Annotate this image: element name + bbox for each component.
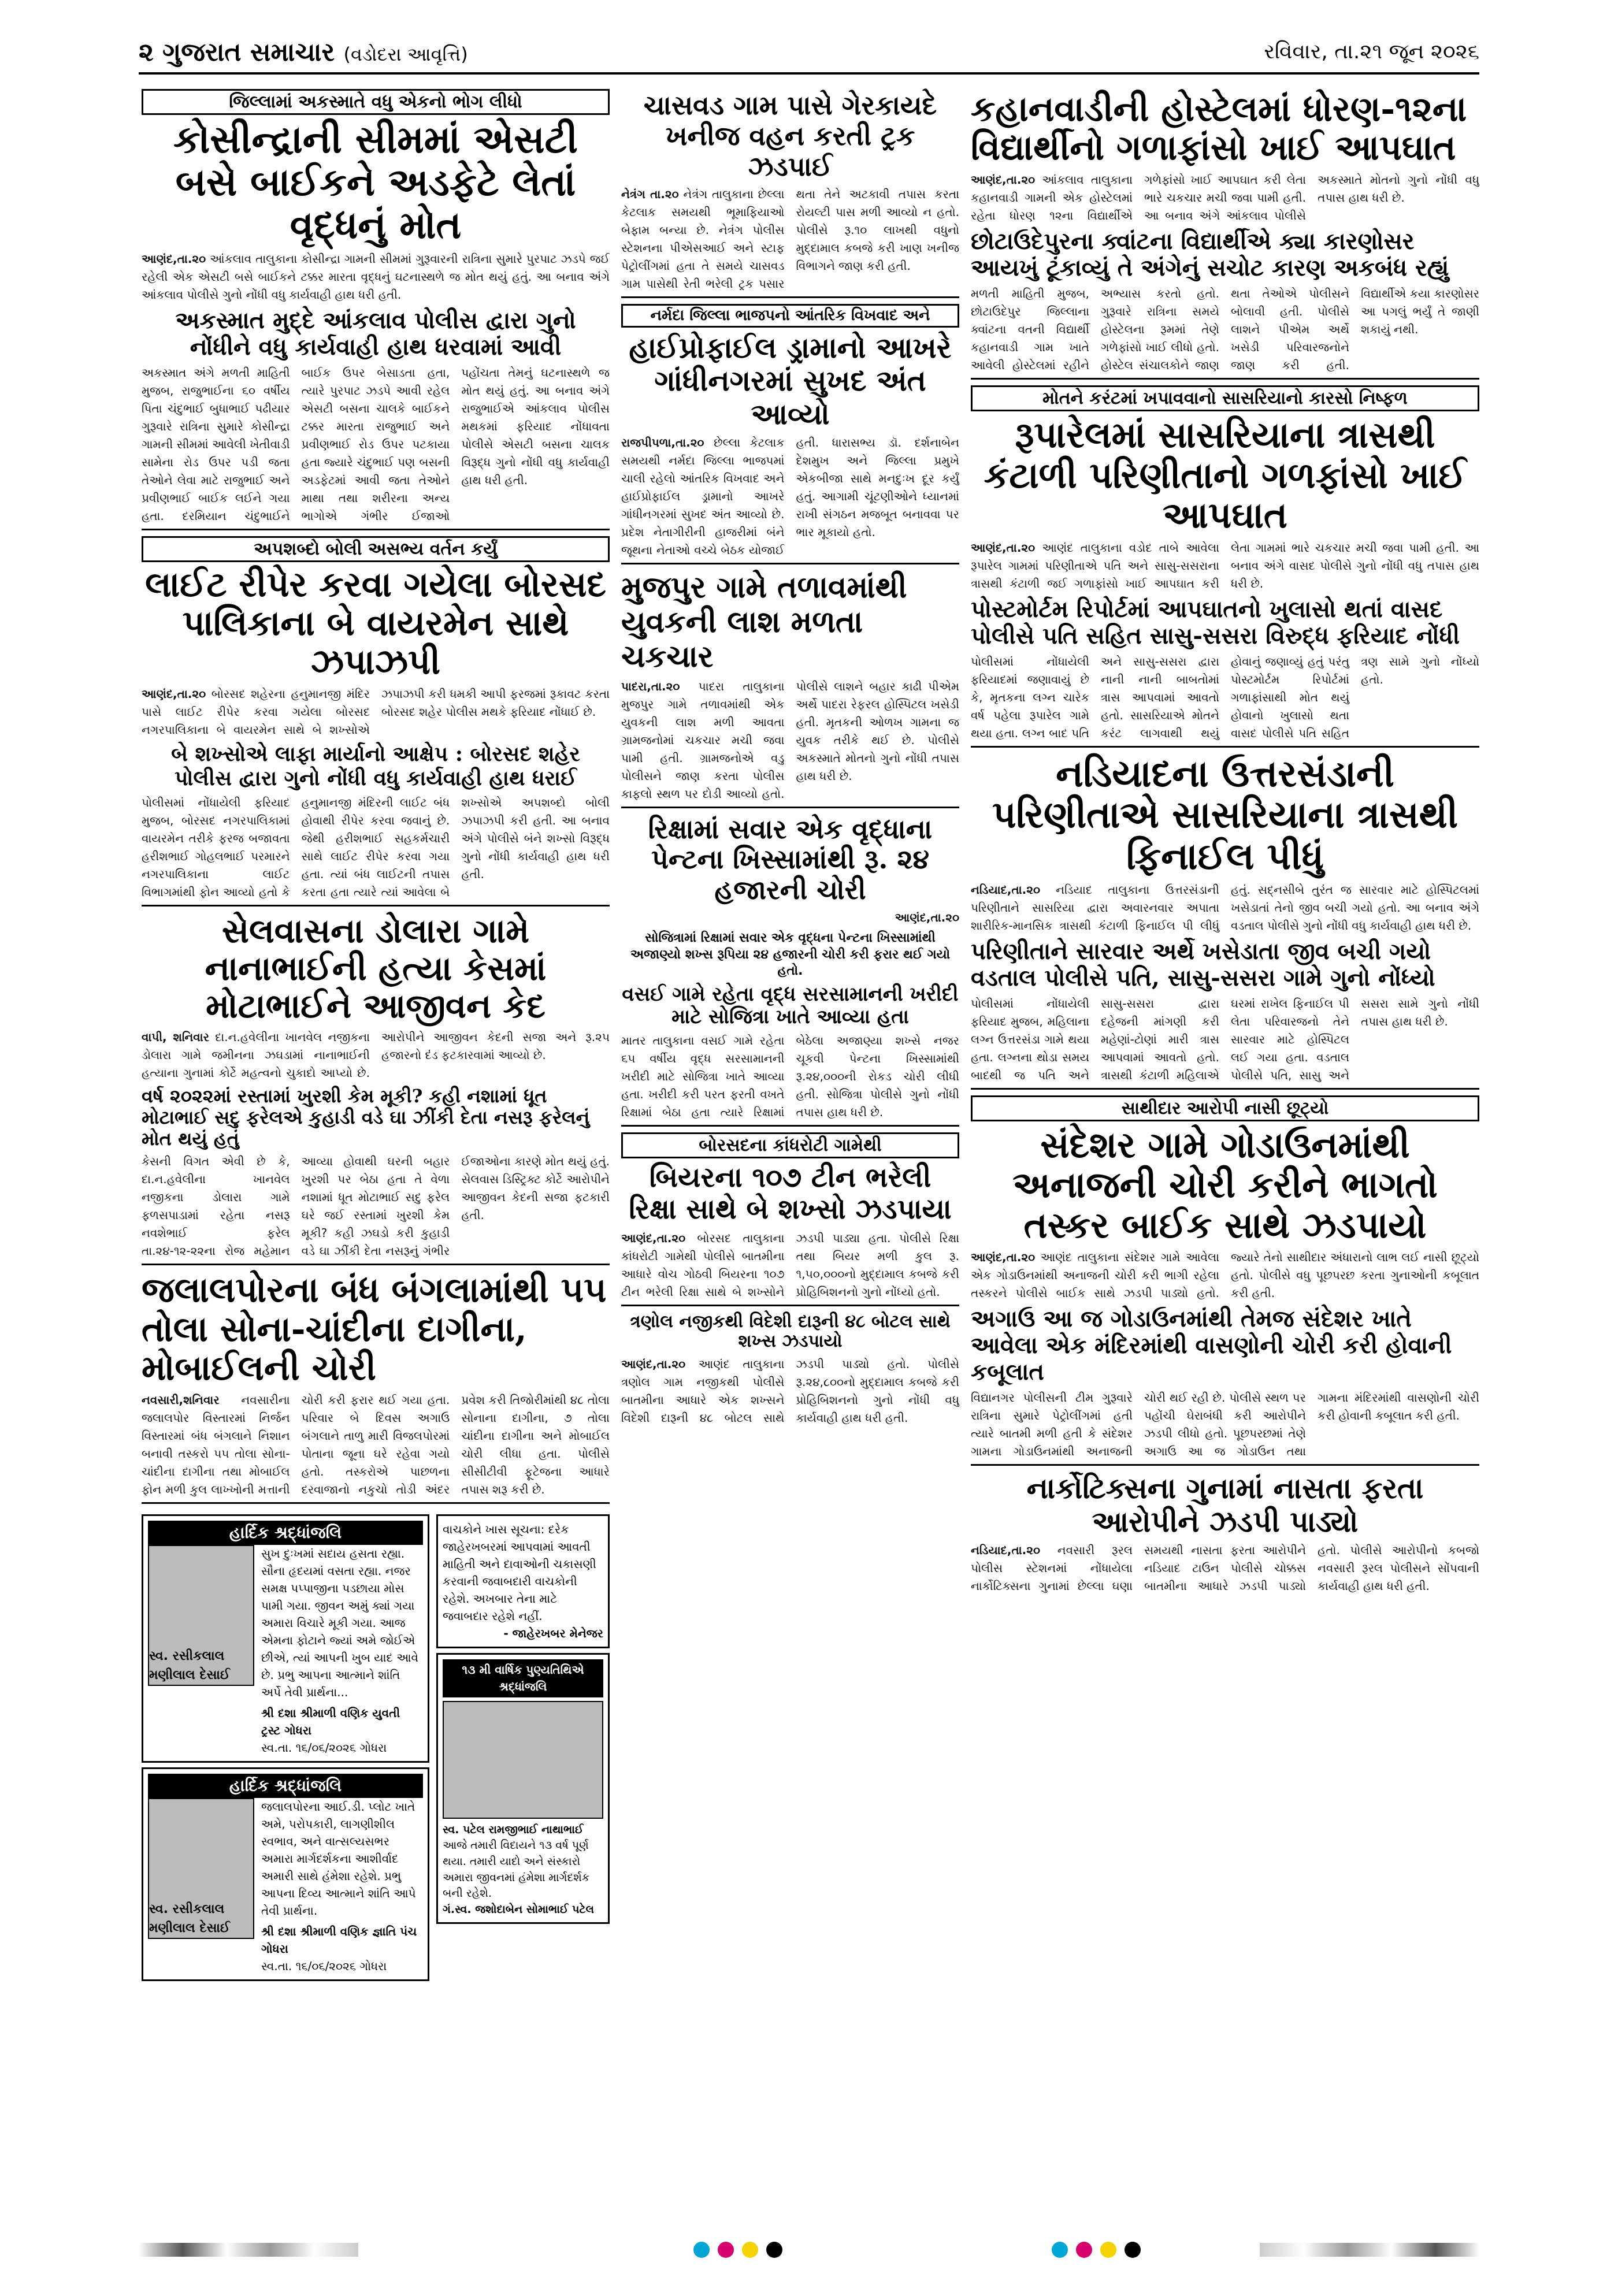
memorial-photo xyxy=(443,1701,603,1819)
article-body: નડિયાદ,તા.૨૦ નડિયાદ તાલુકાના ઉત્તરસંડાની પરિણીતાને સાસરિયા દ્વારા અવારનવાર અપાતા શારીરિક-માનસિક ત્રાસથી કંટાળી ફિનાઈલ પી લીધું હતું. સદ્નસીબે તુરંત જ સારવાર માટે હોસ્પિટલમાં ખસેડાતાં તેનો જીવ બચી ગયો હતો. આ બનાવ અંગે વડતાલ પોલીસે ગુનો નોંધી વધુ કાર્યવાહી હાથ ધરી છે. xyxy=(971,882,1479,932)
registration-marks-center xyxy=(693,2242,782,2258)
article-body: નેત્રંગ તા.૨૦ નેત્રંગ તાલુકાના છેલ્લા કેટલાક સમયથી ભૂમાફિયાઓ બેફામ બન્યા છે. નેત્રંગ પોલીસ સ્ટેશનના પીએસઆઈ અને સ્ટાફ પેટ્રોલીંગમાં હતા તે સમયે ચાસવડ ગામ પાસેથી રેતી ભરેલી ટ્રક પસાર થતા તેને અટકાવી તપાસ કરતા રોયલ્ટી પાસ મળી આવ્યો ન હતો. પોલીસે રૂ.૧૦ લાખથી વધુનો મુદ્દામાલ કબજે કરી ખાણ ખનીજ વિભાગને જાણ કરી હતી. xyxy=(621,187,959,291)
article-body: આણંદ,તા.૨૦ આણંદ તાલુકાના ત્રણોલ ગામ નજીકથી પોલીસે બાતમીના આધારે એક શખ્સને વિદેશી દારૂની ૪૮ બોટલ સાથે ઝડપી પાડ્યો હતો. પોલીસે રૂ.૨૪,૮૦૦નો મુદ્દામાલ કબજે કરી પ્રોહિબિશનનો ગુનો નોંધી વધુ કાર્યવાહી હાથ ધરી હતી. xyxy=(621,1357,959,1425)
ad-notice: વાચકોને ખાસ સૂચના: દરેક જાહેરખબરમાં આપવામાં આવતી માહિતી અને દાવાઓની ચકાસણી કરવાની જવાબદારી વાચકોની રહેશે. અખબાર તેના માટે જવાબદાર રહેશે નહીં. - જાહેરખબર મેનેજર xyxy=(436,1514,610,1648)
article-body: પાદરા,તા.૨૦ પાદરા તાલુકાના મુજપુર ગામે તળાવમાંથી એક યુવકની લાશ મળી આવતા ગ્રામજનોમાં ચકચાર મચી જવા પામી હતી. ગ્રામજનોએ વડુ પોલીસને જાણ કરતા પોલીસ કાફલો સ્થળ પર દોડી આવ્યો હતો. પોલીસે લાશને બહાર કાઢી પીએમ અર્થે પાદરા રેફરલ હોસ્પિટલ ખસેડી હતી. મૃતકની ઓળખ ગામના જ યુવક તરીકે થઈ છે. પોલીસે અકસ્માતે મોતનો ગુનો નોંધી તપાસ હાથ ધરી છે. xyxy=(621,679,959,801)
headline: જલાલપોરના બંધ બંગલામાંથી ૫૫ તોલા સોના-ચાંદીના દાગીના, મોબાઈલની ચોરી xyxy=(142,1270,607,1388)
headline: બિયરના ૧૦૭ ટીન ભરેલી રિક્ષા સાથે બે શખ્સો ઝડપાયા xyxy=(629,1161,952,1226)
obituary-1 xyxy=(142,1514,429,1763)
headline: સેલવાસના ડોલારા ગામે નાનાભાઈની હત્યા કેસમાં મોટાભાઈને આજીવન કેદ xyxy=(205,911,547,1026)
subheadline: પોસ્ટમોર્ટમ રિપોર્ટમાં આપઘાતનો ખુલાસો થતાં વાસદ પોલીસે પતિ સહિત સાસુ-સસરા વિરુદ્ધ ફરિયાદ નોંધી xyxy=(971,595,1460,649)
kicker: જિલ્લામાં અકસ્માતે વધુ એકનો ભોગ લીધો xyxy=(142,89,610,115)
article-body: આણંદ,તા.૨૦ આણંદ તાલુકાના સંદેશર ગામે આવેલા એક ગોડાઉનમાંથી અનાજની ચોરી કરી ભાગી રહેલા તસ્કરને પોલીસે બાઈક સાથે ઝડપી પાડ્યો હતો. જ્યારે તેનો સાથીદાર અંધારાનો લાભ લઈ નાસી છૂટ્યો હતો. પોલીસે વધુ પૂછપરછ કરતા ગુનાઓની કબૂલાત કરી હતી. xyxy=(971,1250,1479,1301)
article-sojitra xyxy=(621,814,959,1127)
article-ruparel xyxy=(971,385,1479,747)
article-body: નડિયાદ,તા.૨૦ નવસારી રૂરલ પોલીસ સ્ટેશનમાં નોંધાયેલા નાર્કોટિક્સના ગુનામાં છેલ્લા ઘણા સમયથી નાસતા ફરતા આરોપીને નડિયાદ ટાઉન પોલીસે ચોક્કસ બાતમીના આધારે ઝડપી પાડ્યો હતો. પોલીસે આરોપીનો કબજો નવસારી રૂરલ પોલીસને સોંપવાની કાર્યવાહી હાથ ધરી હતી. xyxy=(971,1543,1479,1593)
article-selvas xyxy=(142,912,610,1265)
edition: (વડોદરા આવૃત્તિ) xyxy=(343,43,468,65)
registration-dot-cyan xyxy=(1052,2242,1068,2258)
paper-name: ગુજરાત સમાચાર xyxy=(162,37,335,67)
subheadline: વર્ષ ૨૦૨૨માં રસ્તામાં ખુરશી કેમ મૂકી? કહી નશામાં ધૂત મોટાભાઈ સદુ ફરેલએ કુહાડી વડે ઘા ઝીંકી દેતા નસરૂ ફરેલનું મોત થયું હતું xyxy=(142,1084,590,1150)
article-dateline: આણંદ,તા.૨૦ xyxy=(895,911,959,925)
article-kandhroti xyxy=(621,1132,959,1306)
obituary-title: હાર્દિક શ્રદ્ધાંજલિ xyxy=(148,1774,423,1798)
headline: નાર્કોટિક્સના ગુનામાં નાસતા ફરતા આરોપીને ઝડપી પાડ્યો xyxy=(1026,1471,1424,1539)
kicker: બોરસદના કાંધરોટી ગામેથી xyxy=(621,1132,959,1158)
headline: લાઈટ રીપેર કરવા ગયેલા બોરસદ પાલિકાના બે વાયરમેન સાથે ઝપાઝપી xyxy=(145,564,606,683)
headline: કહાનવાડીની હોસ્ટેલમાં ધોરણ-૧૨ના વિદ્યાર્થીનો ગળાફાંસો ખાઈ આપઘાત xyxy=(971,89,1467,169)
article-body: પોલીસમાં નોંધાયેલી ફરિયાદમાં જણાવાયું છે કે, મૃતકના લગ્ન ચારેક વર્ષ પહેલા રૂપારેલ ગામે થયા હતા. લગ્ન બાદ પતિ અને સાસુ-સસરા દ્વારા નાની નાની બાબતોમાં ત્રાસ આપવામાં આવતો હતો. સાસરિયાએ મોતને કરંટ લાગવાથી થયું હોવાનું જણાવ્યું હતું પરંતુ પોસ્ટમોર્ટમ રિપોર્ટમાં ગળાફાંસાથી મોત થયું હોવાનો ખુલાસો થતા વાસદ પોલીસે પતિ સહિત ત્રણ સામે ગુનો નોંધ્યો હતો. xyxy=(971,654,1479,740)
headline: મુજપુર ગામે તળાવમાંથી યુવકની લાશ મળતા ચકચાર xyxy=(621,570,907,674)
color-bar-left xyxy=(139,2243,358,2257)
article-body: આણંદ,તા.૨૦ આણંદ તાલુકાના વડોદ તાબે આવેલા રૂપારેલ ગામમાં પરિણીતાએ પતિ અને સાસુ-સસરાના ત્રાસથી કંટાળી જઈ ગળાફાંસો ખાઈ આપઘાત કરી લેતા ગામમાં ભારે ચકચાર મચી જવા પામી હતી. આ બનાવ અંગે વાસદ પોલીસે ગુનો નોંધી વધુ તપાસ હાથ ધરી છે. xyxy=(971,540,1479,590)
obituary-photo: સ્વ. રસીકલાલ મણીલાલ દેસાઈ xyxy=(148,1798,254,1939)
registration-dot-cyan xyxy=(693,2242,710,2258)
headline: રિક્ષામાં સવાર એક વૃદ્ધાના પેન્ટના ખિસ્સામાંથી રૂ. ૨૪ હજારની ચોરી xyxy=(648,813,933,906)
article-narmada-bjp xyxy=(621,304,959,565)
column-2 xyxy=(621,87,959,2224)
memorial-notice: ૧૩ મી વાર્ષિક પુણ્યતિથિએ શ્રદ્ધાંજલિ સ્વ. પટેલ રામજીભાઈ નાથાભાઈ આજે તમારી વિદાયને ૧૩ વર્ષ પૂર્ણ થયા. તમારી યાદો અને સંસ્કારો અમારા જીવનમાં હંમેશા માર્ગદર્શક બની રહેશે. ગં.સ્વ. જશોદાબેન સોમાભાઈ પટેલ xyxy=(436,1653,610,1924)
obituary-2 xyxy=(142,1767,429,1981)
headline: હાઈપ્રોફાઈલ ડ્રામાનો આખરે ગાંધીનગરમાં સુખદ અંત આવ્યો xyxy=(629,330,952,431)
kicker: અપશબ્દો બોલી અસભ્ય વર્તન કર્યું xyxy=(142,536,610,562)
article-narcotics xyxy=(971,1472,1479,1599)
obituary-text: સુખ દુઃખમાં સદાય હસતા રહ્યા. સૌના હૃદયમાં વસતા રહ્યા. નજર સમક્ષ પપ્પાજીના પડછાયા મોસ પામી ગયા. જીવન અમું ક્યાં ગયા અમારા વિચારે મૂકી ગયા. આજ એમના ફોટાને જ્યાં અમે જોઈએ છીએ, ત્યાં આપની ખુબ યાદ આવે છે. પ્રભુ આપના આત્માને શાંતિ અર્પે તેવી પ્રાર્થના... xyxy=(261,1546,418,1699)
issue-date: રવિવાર, તા.૨૧ જૂન ૨૦૨૬ xyxy=(1264,40,1479,64)
obituary-text: જલાલપોરના આઈ.ડી. પ્લોટ ખાતે અમે, પરોપકારી, લાગણીશીલ સ્વભાવ, અને વાત્સલ્યસભર અમારા માર્ગદર્શકના આશીર્વાદ અમારી સાથે હંમેશા રહેશે. પ્રભુ આપના દિવ્ય આત્માને શાંતિ આપે તેવી પ્રાર્થના. xyxy=(261,1799,416,1918)
obituary-date: સ્વ.તા. ૧૬/૦૬/૨૦૨૬ ગોધરા xyxy=(261,1740,387,1755)
subheadline: છોટાઉદેપુરના ક્વાંટના વિદ્યાર્થીએ ક્યા કારણોસર આયખું ટૂંકાવ્યું તે અંગેનું સચોટ કારણ અકબંધ રહ્યું xyxy=(971,228,1449,282)
headline: ચાસવડ ગામ પાસે ગેરકાયદે ખનીજ વહન કરતી ટ્રક ઝડપાઈ xyxy=(643,90,937,182)
article-body: રાજપીપળા,તા.૨૦ છેલ્લા કેટલાક સમયથી નર્મદા જિલ્લા ભાજપમાં ચાલી રહેલો આંતરિક વિખવાદ અને હાઈપ્રોફાઈલ ડ્રામાનો આખરે ગાંધીનગરમાં સુખદ અંત આવ્યો છે. પ્રદેશ નેતાગીરીની હાજરીમાં બંને જૂથના નેતાઓ વચ્ચે બેઠક યોજાઈ હતી. ધારાસભ્ય ડૉ. દર્શનાબેન દેશમુખ અને જિલ્લા પ્રમુખે એકબીજા સાથે મનદુઃખ દૂર કર્યું હતું. આગામી ચૂંટણીઓને ધ્યાનમાં રાખી સંગઠન મજબૂત બનાવવા પર ભાર મૂકાયો હતો. xyxy=(621,436,959,558)
obituary-family: શ્રી દશા શ્રીમાળી વણિક જ્ઞાતિ પંચ ગોધરા xyxy=(261,1924,417,1956)
registration-marks-right xyxy=(1052,2242,1141,2258)
article-body: અકસ્માત અંગે મળતી માહિતી મુજબ, રાજુભાઈના ૬૦ વર્ષીય પિતા ચંદુભાઈ બુધાભાઈ પઢીયાર ગુરૂવારે રાત્રિના સુમારે કોસીન્દ્રા ગામની સીમમાં આવેલી ખેતીવાડી સામેના રોડ ઉપર પડી જતા તેઓને લેવા માટે રાજુભાઈ અને પ્રવીણભાઈ બાઈક લઈને ગયા હતા. દરમિયાન ચંદુભાઈને બાઈક ઉપર બેસાડતા હતા, ત્યારે પુરપાટ ઝડપે આવી રહેલ એસટી બસના ચાલકે બાઈકને ટક્કર મારતા રાજુભાઈ અને પ્રવીણભાઈ રોડ ઉપર પટકાયા હતા જ્યારે ચંદુભાઈ પણ બસની અડફેટમાં આવી જતા તેઓને માથા તથા શરીરના અન્ય ભાગોએ ગંભીર ઈજાઓ પહોંચતા તેમનું ઘટનાસ્થળે જ મોત થયું હતું. આ બનાવ અંગે રાજુભાઈએ આંકલાવ પોલીસ મથકમાં ફરિયાદ નોંધાવતા પોલીસે એસટી બસના ચાલક વિરૂદ્ધ ગુનો નોંધી વધુ કાર્યવાહી હાથ ધરી હતી. xyxy=(142,365,610,523)
article-chasvad xyxy=(621,90,959,298)
article-body: મળતી માહિતી મુજબ, છોટાઉદેપુર જિલ્લાના ક્વાંટના વતની વિદ્યાર્થી કહાનવાડી ગામ ખાતે આવેલી હોસ્ટેલમાં રહીને અભ્યાસ કરતો હતો. ગુરૂવારે રાત્રિના સમયે હોસ્ટેલના રૂમમાં તેણે ગળેફાંસો ખાઈ લીધો હતો. હોસ્ટેલ સંચાલકોને જાણ થતા તેઓએ પોલીસને બોલાવી હતી. પોલીસે લાશને પીએમ અર્થે ખસેડી પરિવારજનોને જાણ કરી હતી. વિદ્યાર્થીએ કયા કારણોસર આ પગલું ભર્યું તે જાણી શકાયું નથી. xyxy=(971,287,1479,373)
headline: નડિયાદના ઉત્તરસંડાની પરિણીતાએ સાસરિયાના ત્રાસથી ફિનાઈલ પીધું xyxy=(992,752,1459,879)
obituary-title: હાર્દિક શ્રદ્ધાંજલિ xyxy=(148,1521,423,1545)
color-bar-right xyxy=(1260,2243,1479,2257)
subheadline: પરિણીતાને સારવાર અર્થે ખસેડાતા જીવ બચી ગયો વડતાલ પોલીસે પતિ, સાસુ-સસરા ગામે ગુનો નોંધ્યો xyxy=(971,937,1435,991)
subheadline: વસઈ ગામે રહેતા વૃદ્ધ સરસામાનની ખરીદી માટે સોજિત્રા ખાતે આવ્યા હતા xyxy=(622,983,959,1029)
page-number: ૨ xyxy=(139,37,154,67)
article-sandeshar xyxy=(971,1095,1479,1466)
article-body: આણંદ,તા.૨૦ બોરસદ તાલુકાના કાંધરોટી ગામેથી પોલીસે બાતમીના આધારે વોચ ગોઠવી બિયરના ૧૦૭ ટીન ભરેલી રિક્ષા સાથે બે શખ્સોને ઝડપી પાડ્યા હતા. પોલીસે રિક્ષા તથા બિયર મળી કુલ રૂ. ૧,૫૦,૦૦૦નો મુદ્દામાલ કબજે કરી પ્રોહિબિશનનો ગુનો નોંધ્યો હતો. xyxy=(621,1231,959,1299)
article-kosindra xyxy=(142,89,610,530)
registration-dot-yellow xyxy=(742,2242,758,2258)
obituary-family: શ્રી દશા શ્રીમાળી વણિક યુવતી ટ્રસ્ટ ગોધરા xyxy=(261,1706,400,1737)
article-lead: સોજિત્રામાં રિક્ષામાં સવાર એક વૃદ્ધના પેન્ટના ખિસ્સામાંથી અજાણ્યો શખ્સ રૂપિયા ૨૪ હજારની ચોરી કરી ફરાર થઈ ગયો હતો. xyxy=(630,931,951,979)
registration-dot-black xyxy=(766,2242,782,2258)
article-body: પોલીસમાં નોંધાયેલી ફરિયાદ મુજબ, મહિલાના લગ્ન ઉત્તરસંડા ગામે થયા હતા. લગ્નના થોડા સમય બાદથી જ પતિ અને સાસુ-સસરા દ્વારા દહેજની માંગણી કરી મહેણાં-ટોણાં મારી ત્રાસ આપવામાં આવતો હતો. ત્રાસથી કંટાળી મહિલાએ ઘરમાં રાખેલ ફિનાઈલ પી લેતા પરિવારજનો તેને સારવાર માટે હોસ્પિટલ લઈ ગયા હતા. વડતાલ પોલીસે પતિ, સાસુ અને સસરા સામે ગુનો નોંધી તપાસ હાથ ધરી છે. xyxy=(971,996,1479,1082)
article-body: પોલીસમાં નોંધાયેલી ફરિયાદ મુજબ, બોરસદ નગરપાલિકામાં વાયરમેન તરીકે ફરજ બજાવતા હરીશભાઈ ગોહલભાઈ પરમારને નગરપાલિકાના લાઈટ વિભાગમાંથી ફોન આવ્યો હતો કે હનુમાનજી મંદિરની લાઈટ બંધ હોવાથી રીપેર કરવા જવાનું છે. જેથી હરીશભાઈ સહકર્મચારી સાથે લાઈટ રીપેર કરવા ગયા હતા. ત્યાં બંધ લાઈટની તપાસ કરતા હતા ત્યારે ત્યાં આવેલા બે શખ્સોએ અપશબ્દો બોલી ઝપાઝપી કરી હતી. આ બનાવ અંગે પોલીસે બંને શખ્સો વિરૂદ્ધ ગુનો નોંધી કાર્યવાહી હાથ ધરી હતી. xyxy=(142,796,610,900)
article-body: વાપી, શનિવાર દા.ન.હવેલીના ખાનવેલ નજીકના ડોલારા ગામે જમીનના ઝઘડામાં નાનાભાઈની હત્યાના ગુનામાં કોર્ટે મહત્વનો ચુકાદો આપ્યો છે. આરોપીને આજીવન કેદની સજા અને રૂ.૨૫ હજારનો દંડ ફટકારવામાં આવ્યો છે. xyxy=(142,1030,610,1080)
registration-dot-black xyxy=(1125,2242,1141,2258)
kicker: મોતને કરંટમાં ખપાવવાનો સાસરિયાનો કારસો નિષ્ફળ xyxy=(971,385,1479,411)
kicker: નર્મદા જિલ્લા ભાજપનો આંતરિક વિખવાદ અને xyxy=(621,304,959,328)
article-body: આણંદ,તા.૨૦ આંકલાવ તાલુકાના કહાનવાડી ગામની એક હોસ્ટેલમાં રહેતા ધોરણ ૧૨ના વિદ્યાર્થીએ ગળેફાંસો ખાઈ આપઘાત કરી લેતા ભારે ચકચાર મચી જવા પામી હતી. આ બનાવ અંગે આંકલાવ પોલીસે અકસ્માતે મોતનો ગુનો નોંધી વધુ તપાસ હાથ ધરી છે. xyxy=(971,173,1479,223)
headline: ત્રણોલ નજીકથી વિદેશી દારૂની ૪૮ બોટલ સાથે શખ્સ ઝડપાયો xyxy=(630,1311,951,1352)
article-body: આણંદ,તા.૨૦ બોરસદ શહેરના હનુમાનજી મંદિર પાસે લાઈટ રીપેર કરવા ગયેલા બોરસદ નગરપાલિકાના બે વાયરમેન સાથે બે શખ્સોએ ઝપાઝપી કરી ધમકી આપી ફરજમાં રૂકાવટ કરતા બોરસદ શહેર પોલીસ મથકે ફરિયાદ નોંધાઈ છે. xyxy=(142,687,610,737)
subheadline: બે શખ્સોએ લાફા માર્યાનો આક્ષેપ : બોરસદ શહેર પોલીસ દ્વારા ગુનો નોંધી વધુ કાર્યવાહી હાથ ધરાઈ xyxy=(171,742,580,790)
article-uttarsanda xyxy=(971,753,1479,1090)
subheadline: અગાઉ આ જ ગોડાઉનમાંથી તેમજ સંદેશર ખાતે આવેલા એક મંદિરમાંથી વાસણોની ચોરી કરી હોવાની કબૂલાત xyxy=(971,1305,1452,1386)
kicker: સાથીદાર આરોપી નાસી છૂટ્યો xyxy=(971,1095,1479,1121)
registration-dot-magenta xyxy=(1076,2242,1092,2258)
registration-dot-yellow xyxy=(1100,2242,1116,2258)
article-borsad xyxy=(142,536,610,906)
article-body: વિદ્યાનગર પોલીસની ટીમ ગુરૂવારે રાત્રિના સુમારે પેટ્રોલીંગમાં હતી ત્યારે બાતમી મળી હતી કે સંદેશર ગામના ગોડાઉનમાંથી અનાજની ચોરી થઈ રહી છે. પોલીસે સ્થળ પર પહોંચી ઘેરાબંધી કરી આરોપીને ઝડપી લીધો હતો. પૂછપરછમાં તેણે અગાઉ આ જ ગોડાઉન તથા ગામના મંદિરમાંથી વાસણોની ચોરી કરી હોવાની કબૂલાત કરી હતી. xyxy=(971,1391,1479,1459)
registration-dot-magenta xyxy=(718,2242,734,2258)
page-header xyxy=(139,32,1479,75)
article-body: માતર તાલુકાના વસઈ ગામે રહેતા ૬૫ વર્ષીય વૃદ્ધ સરસામાનની ખરીદી માટે સોજિત્રા ખાતે આવ્યા હતા. ખરીદી કરી પરત ફરતી વખતે રિક્ષામાં બેઠા હતા ત્યારે રિક્ષામાં બેઠેલા અજાણ્યા શખ્સે નજર ચૂકવી પેન્ટના ખિસ્સામાંથી રૂ.૨૪,૦૦૦ની રોકડ ચોરી લીધી હતી. સોજિત્રા પોલીસે ગુનો નોંધી તપાસ હાથ ધરી છે. xyxy=(621,1034,959,1120)
article-jalalpor xyxy=(142,1271,610,1504)
header-left xyxy=(139,38,468,67)
headline: સંદેશર ગામે ગોડાઉનમાંથી અનાજની ચોરી કરીને ભાગતો તસ્કર બાઈક સાથે ઝડપાયો xyxy=(1012,1123,1438,1246)
article-kahanvadi xyxy=(971,90,1479,380)
article-body: નવસારી,શનિવાર નવસારીના જલાલપોર વિસ્તારમાં નિર્જન વિસ્તારમાં બંધ બંગલાને નિશાન બનાવી તસ્કરો ૫૫ તોલા સોના-ચાંદીના દાગીના તથા મોબાઈલ ફોન મળી કુલ લાખ્ખોની મત્તાની ચોરી કરી ફરાર થઈ ગયા હતા. પરિવાર બે દિવસ અગાઉ બંગલાને તાળુ મારી વિજલપોરમાં પોતાના જૂના ઘરે રહેવા ગયો હતો. તસ્કરોએ પાછળના દરવાજાનો નકુચો તોડી અંદર પ્રવેશ કરી તિજોરીમાંથી ૪૮ તોલા સોનાના દાગીના, ૭ તોલા ચાંદીના દાગીના અને મોબાઈલ ચોરી લીધા હતા. પોલીસે સીસીટીવી ફૂટેજના આધારે તપાસ શરૂ કરી છે. xyxy=(142,1392,610,1496)
article-mujpur xyxy=(621,570,959,808)
article-tranol xyxy=(621,1312,959,1431)
headline: રૂપારેલમાં સાસરિયાના ત્રાસથી કંટાળી પરિણીતાનો ગળફાંસો ખાઈ આપઘાત xyxy=(984,414,1467,537)
column-1 xyxy=(142,87,610,2224)
subheadline: અકસ્માત મુદ્દે આંકલાવ પોલીસ દ્વારા ગુનો નોંધીને વધુ કાર્યવાહી હાથ ધરવામાં આવી xyxy=(175,306,576,361)
article-body: કેસની વિગત એવી છે કે, દા.ન.હવેલીના ખાનવેલ નજીકના ડોલારા ગામે ફળસપાડામાં રહેતા નસરૂ નવશેભાઈ ફરેલ તા.૨૪-૧૨-૨૨ના રોજ મહેમાન આવ્યા હોવાથી ઘરની બહાર ખુરશી પર બેઠા હતા તે વેળા નશામાં ધૂત મોટાભાઈ સદુ ફરેલ ઘરે જઈ રસ્તામાં ખુરશી કેમ મૂકી? કહી ઝઘડો કરી કુહાડી વડે ઘા ઝીંકી દેતા નસરૂનું ગંભીર ઈજાઓના કારણે મોત થયું હતું. સેલવાસ ડિસ્ટ્રિક્ટ કોર્ટે આરોપીને આજીવન કેદની સજા ફટકારી હતી. xyxy=(142,1154,610,1258)
obituary-photo: સ્વ. રસીકલાલ મણીલાલ દેસાઈ xyxy=(148,1545,254,1686)
obituary-date: સ્વ.તા. ૧૬/૦૬/૨૦૨૬ ગોધરા xyxy=(261,1959,387,1973)
headline: કોસીન્દ્રાની સીમમાં એસટી બસે બાઈકને અડફેટે લેતાં વૃદ્ધનું મોત xyxy=(173,117,578,247)
column-3 xyxy=(971,87,1479,2224)
article-body: આણંદ,તા.૨૦ આંકલાવ તાલુકાના કોસીન્દ્રા ગામની સીમમાં ગુરૂવારની રાત્રિના સુમારે પુરપાટ ઝડપે જઈ રહેલી એક એસટી બસે બાઈકને ટક્કર મારતા વૃદ્ધનું ઘટનાસ્થળે જ મોત થયું હતું. આ બનાવ અંગે આંકલાવ પોલીસે ગુનો નોંધી વધુ કાર્યવાહી હાથ ધરી હતી. xyxy=(142,251,610,302)
